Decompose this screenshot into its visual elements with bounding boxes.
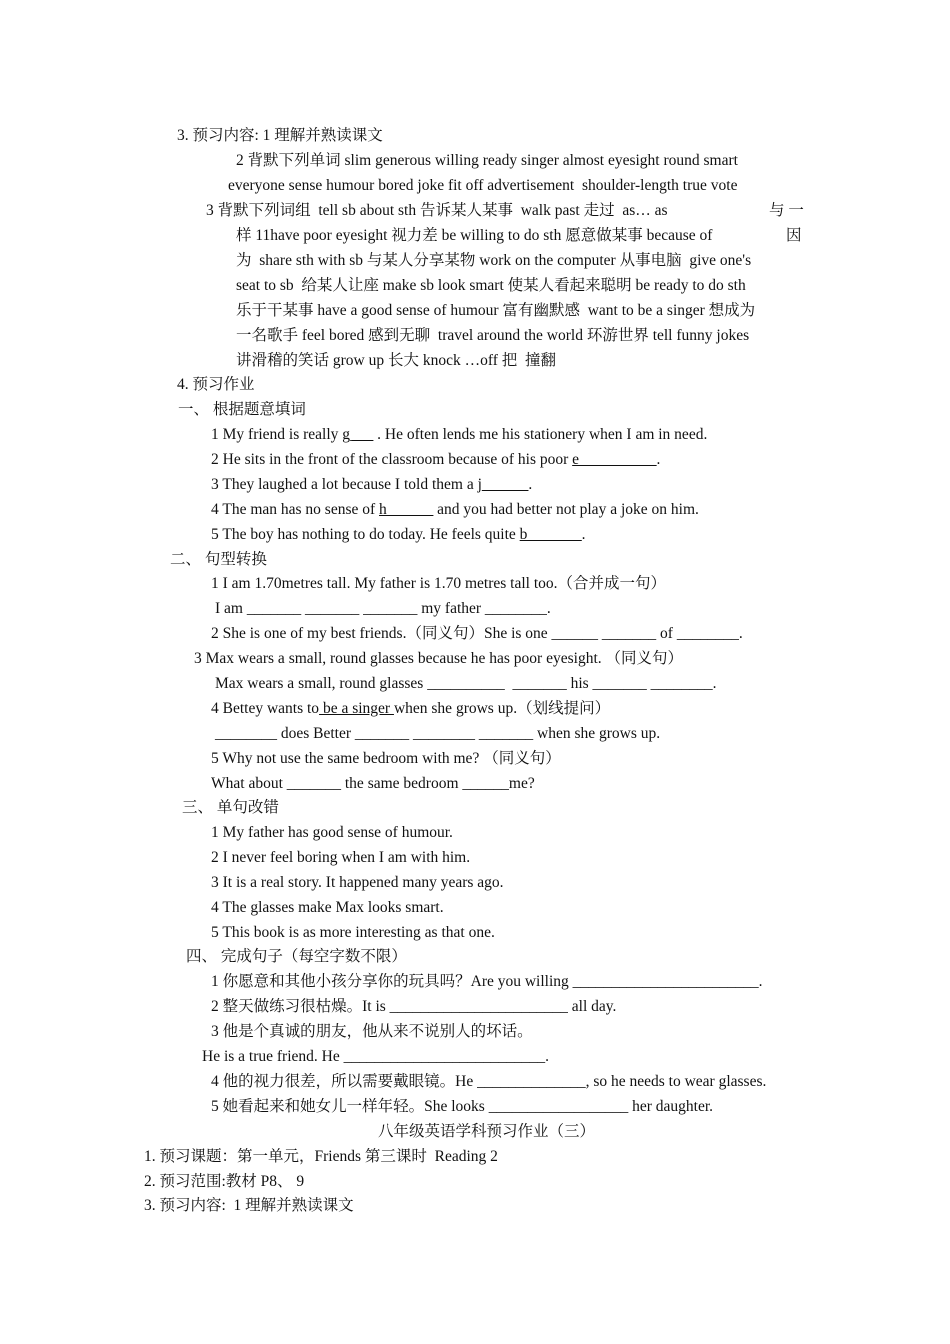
- part4-question-3: 3 他是个真诚的朋友，他从来不说别人的坏话。: [211, 1023, 533, 1040]
- phrase-line-2-end: 因: [786, 227, 802, 244]
- part3-question-3: 3 It is a real story. It happened many years ago.: [211, 874, 504, 891]
- answer-blank: b_______: [519, 526, 582, 543]
- phrase-line-6: 一名歌手 feel bored 感到无聊 travel around the world 环游世界 tell funny jokes: [236, 327, 750, 344]
- part3-question-4: 4 The glasses make Max looks smart.: [211, 899, 444, 916]
- part2-answer-5: What about _______ the same bedroom ______me?: [211, 775, 535, 792]
- part4-title: 四、 完成句子（每空字数不限）: [186, 948, 407, 965]
- part3-title: 三、 单句改错: [182, 799, 279, 816]
- part1-question-3: 3 They laughed a lot because I told them a j______.: [211, 476, 533, 493]
- phrase-line-3: 为 share sth with sb 与某人分享某物 work on the computer 从事电脑 give one's: [236, 252, 752, 269]
- part4-question-1: 1 你愿意和其他小孩分享你的玩具吗？Are you willing ________________________.: [211, 973, 763, 990]
- phrase-line-5: 乐于干某事 have a good sense of humour 富有幽默感 want to be a singer 想成为: [236, 302, 756, 319]
- phrase-line-1: 3 背默下列词组 tell sb about sth 告诉某人某事 walk past 走过 as… as: [206, 202, 668, 219]
- answer-blank: e__________: [572, 451, 657, 468]
- part3-question-2: 2 I never feel boring when I am with him.: [211, 849, 471, 866]
- part1-question-2: 2 He sits in the front of the classroom because of his poor e__________.: [211, 451, 661, 468]
- part2-answer-3: Max wears a small, round glasses __________ _______ his _______ ________.: [215, 675, 717, 692]
- part4-answer-3: He is a true friend. He __________________________.: [202, 1048, 549, 1065]
- part2-question-5: 5 Why not use the same bedroom with me? （同义句）: [211, 750, 561, 767]
- part4-question-4: 4 他的视力很差，所以需要戴眼镜。He ______________, so he needs to wear glasses.: [211, 1073, 767, 1090]
- part2-title: 二、 句型转换: [170, 551, 267, 568]
- part2-question-1: 1 I am 1.70metres tall. My father is 1.70 metres tall too.（合并成一句）: [211, 575, 667, 592]
- next-item-3: 3. 预习内容: 1 理解并熟读课文: [144, 1197, 354, 1214]
- part2-answer-4: ________ does Better _______ ________ _______ when she grows up.: [215, 725, 661, 742]
- phrase-line-1-end: 与 一: [769, 202, 804, 219]
- answer-blank: h______: [379, 501, 434, 518]
- part1-question-4: 4 The man has no sense of h______ and you had better not play a joke on him.: [211, 501, 699, 518]
- part2-question-3: 3 Max wears a small, round glasses because he has poor eyesight. （同义句）: [194, 650, 683, 667]
- part2-answer-1: I am _______ _______ _______ my father ________.: [215, 600, 551, 617]
- section4-heading: 4. 预习作业: [177, 376, 255, 393]
- section3-heading: 3. 预习内容: 1 理解并熟读课文: [177, 127, 383, 144]
- part1-title: 一、 根据题意填词: [178, 401, 306, 418]
- part2-question-4: 4 Bettey wants to be a singer when she grows up.（划线提问）: [211, 700, 611, 717]
- answer-blank: j______: [477, 476, 529, 493]
- part4-question-5: 5 她看起来和她女儿一样年轻。She looks __________________ her daughter.: [211, 1098, 714, 1115]
- part4-question-2: 2 整天做练习很枯燥。It is _______________________ all day.: [211, 998, 617, 1015]
- next-item-2: 2. 预习范围:教材 P8、 9: [144, 1173, 305, 1190]
- part3-question-1: 1 My father has good sense of humour.: [211, 824, 453, 841]
- answer-blank: g___: [342, 426, 374, 443]
- underlined-phrase: be a singer: [319, 700, 394, 717]
- phrase-line-7: 讲滑稽的笑话 grow up 长大 knock …off 把 撞翻: [236, 352, 557, 369]
- part1-question-1: 1 My friend is really g___ . He often lends me his stationery when I am in need.: [211, 426, 708, 443]
- part3-question-5: 5 This book is as more interesting as that one.: [211, 924, 495, 941]
- next-assignment-title: 八年级英语学科预习作业（三）: [378, 1123, 596, 1140]
- part2-question-2: 2 She is one of my best friends.（同义句）She is one ______ _______ of ________.: [211, 625, 743, 642]
- next-item-1: 1. 预习课题：第一单元，Friends 第三课时 Reading 2: [144, 1148, 498, 1165]
- part1-question-5: 5 The boy has nothing to do today. He feels quite b_______.: [211, 526, 586, 543]
- phrase-line-2: 样 11have poor eyesight 视力差 be willing to do sth 愿意做某事 because of: [236, 227, 713, 244]
- vocab-line-1: 2 背默下列单词 slim generous willing ready singer almost eyesight round smart: [236, 152, 738, 169]
- vocab-line-2: everyone sense humour bored joke fit off advertisement shoulder-length true vote: [228, 177, 738, 194]
- phrase-line-4: seat to sb 给某人让座 make sb look smart 使某人看起来聪明 be ready to do sth: [236, 277, 746, 294]
